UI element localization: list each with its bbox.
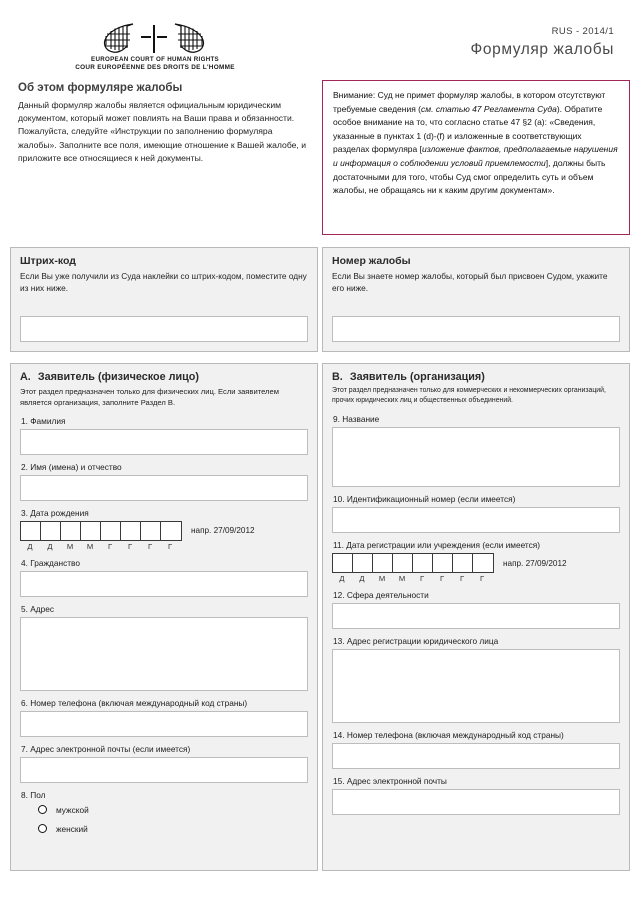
warning-part-1: Внимание: Суд не примет формуляр жалобы, в котором отсутствуют требуемые сведения ( <box>333 90 606 114</box>
intro-text: Данный формуляр жалобы является официальным юридическим документом, который может повлиять на Ваши права и обязанности. Пожалуйста, следуйте «Инструкции по заполнению формуляра жалобы». Заполните все поля, имеющие отношение к Вашей жалобе, и приложите все относящиеся к ней документы. <box>18 100 307 163</box>
field-group-birth-date <box>20 508 308 551</box>
section-b-title: Заявитель (организация) <box>349 370 485 383</box>
input-email[interactable] <box>20 757 308 783</box>
radio-circle-icon[interactable] <box>38 824 47 833</box>
label-registration-date: 11. Дата регистрации или учреждения (если имеется) <box>333 540 541 550</box>
field-group-org-name <box>332 414 620 487</box>
birth-date-row <box>20 521 308 541</box>
section-b-column <box>322 363 630 871</box>
echr-logo <box>40 20 270 72</box>
barcode-panel <box>10 247 318 352</box>
complaint-number-description: Если Вы знаете номер жалобы, который был присвоен Судом, укажите его ниже. <box>332 271 608 294</box>
input-org-email[interactable] <box>332 789 620 815</box>
label-phone: 6. Номер телефона (включая международный код страны) <box>21 697 248 708</box>
birth-date-hint: напр. 27/09/2012 <box>191 526 255 536</box>
registration-date-boxes[interactable] <box>332 553 494 573</box>
date-cell[interactable] <box>353 554 373 572</box>
date-legend-char: Д <box>359 574 365 583</box>
label-nationality: 4. Гражданство <box>21 557 80 568</box>
date-cell[interactable] <box>61 522 81 540</box>
radio-option-male[interactable] <box>38 805 308 815</box>
date-cell[interactable] <box>141 522 161 540</box>
date-legend-char: Д <box>339 574 345 583</box>
label-org-name: 9. Название <box>333 414 380 424</box>
label-org-address: 13. Адрес регистрации юридического лица <box>333 636 499 646</box>
date-cell[interactable] <box>101 522 121 540</box>
date-cell[interactable] <box>413 554 433 572</box>
date-legend-char: М <box>86 541 94 551</box>
field-group-registration-date <box>332 540 620 583</box>
section-a-letter: A. <box>20 370 31 383</box>
registration-date-row <box>332 553 620 573</box>
label-org-email: 15. Адрес электронной почты <box>333 776 447 786</box>
section-a-column <box>10 363 318 871</box>
label-given-names: 2. Имя (имена) и отчество <box>21 461 122 472</box>
field-group-email <box>20 744 308 783</box>
header-right-block <box>471 18 626 59</box>
intro-heading: Об этом формуляре жалобы <box>18 82 183 94</box>
code-row <box>0 247 640 352</box>
input-surname[interactable] <box>20 429 308 455</box>
label-email: 7. Адрес электронной почты (если имеется) <box>21 743 191 754</box>
intro-row <box>0 80 640 235</box>
date-legend-char: М <box>378 574 386 583</box>
birth-date-legend <box>20 542 308 551</box>
section-b-letter: B. <box>332 370 343 383</box>
date-legend-char: Г <box>167 541 173 551</box>
date-legend-char: Г <box>459 574 465 583</box>
date-legend-char: Г <box>107 541 113 551</box>
input-org-address[interactable] <box>332 649 620 723</box>
barcode-input[interactable] <box>20 316 308 342</box>
radio-option-female[interactable] <box>38 824 308 834</box>
section-a-heading <box>20 371 308 383</box>
date-legend-char: Г <box>147 541 153 551</box>
label-address: 5. Адрес <box>21 603 54 614</box>
radio-label-female: женский <box>56 823 88 834</box>
date-legend-char: М <box>66 541 74 551</box>
input-activity-field[interactable] <box>332 603 620 629</box>
barcode-column <box>10 247 318 352</box>
section-b-description: Этот раздел предназначен только для коммерческих и некоммерческих организаций, прочих юридических лиц и общественных объединений. <box>332 386 606 405</box>
date-cell[interactable] <box>473 554 493 572</box>
label-surname: 1. Фамилия <box>21 415 66 426</box>
label-org-phone: 14. Номер телефона (включая международный код страны) <box>333 730 564 740</box>
page-header <box>0 0 640 78</box>
label-gender: 8. Пол <box>21 789 46 800</box>
date-cell[interactable] <box>373 554 393 572</box>
radio-circle-icon[interactable] <box>38 805 47 814</box>
label-activity-field: 12. Сфера деятельности <box>333 590 429 600</box>
field-group-org-email <box>332 776 620 815</box>
date-legend-char: Г <box>127 541 133 551</box>
input-org-phone[interactable] <box>332 743 620 769</box>
label-org-id: 10. Идентификационный номер (если имеется) <box>333 494 516 504</box>
complaint-number-column <box>322 247 630 352</box>
logo-text-english: EUROPEAN COURT OF HUMAN RIGHTS <box>91 56 219 63</box>
gender-radio-group <box>38 805 308 834</box>
warning-part-3: ], должны быть достаточными для того, чтобы Суд смог определить суть и объем жалобы, не обращаясь ни к каким другим документам». <box>333 157 606 196</box>
date-cell[interactable] <box>81 522 101 540</box>
date-cell[interactable] <box>393 554 413 572</box>
date-legend-char: Д <box>47 541 53 551</box>
field-group-org-phone <box>332 730 620 769</box>
echr-emblem-icon <box>75 20 235 56</box>
input-nationality[interactable] <box>20 571 308 597</box>
sections-row <box>0 363 640 871</box>
date-legend-char: Г <box>479 574 485 583</box>
date-cell[interactable] <box>161 522 181 540</box>
complaint-number-title: Номер жалобы <box>332 255 411 267</box>
field-group-gender <box>20 790 308 834</box>
date-legend-char: Г <box>419 574 425 583</box>
intro-block <box>10 80 318 235</box>
field-group-org-id <box>332 494 620 533</box>
date-cell[interactable] <box>121 522 141 540</box>
input-org-name[interactable] <box>332 427 620 487</box>
field-group-activity-field <box>332 590 620 629</box>
warning-column <box>322 80 630 235</box>
input-phone[interactable] <box>20 711 308 737</box>
field-group-org-address <box>332 636 620 723</box>
page-title: Формуляр жалобы <box>470 41 614 58</box>
input-address[interactable] <box>20 617 308 691</box>
warning-text <box>333 89 619 198</box>
date-legend-char: М <box>398 574 406 583</box>
complaint-number-input[interactable] <box>332 316 620 342</box>
registration-date-hint: напр. 27/09/2012 <box>503 558 567 568</box>
date-cell[interactable] <box>41 522 61 540</box>
date-cell[interactable] <box>453 554 473 572</box>
section-b-heading <box>332 371 620 383</box>
date-legend-char: Д <box>27 541 33 551</box>
registration-date-legend <box>332 574 620 583</box>
section-b-panel <box>322 363 630 871</box>
barcode-title: Штрих-код <box>20 255 76 267</box>
field-group-phone <box>20 698 308 737</box>
date-cell[interactable] <box>433 554 453 572</box>
birth-date-boxes[interactable] <box>20 521 182 541</box>
field-group-address <box>20 604 308 691</box>
field-group-surname <box>20 416 308 455</box>
warning-italic-2: изложение фактов, предполагаемые нарушения и информация о соблюдении условий приемлемости <box>333 144 618 168</box>
date-cell[interactable] <box>333 554 353 572</box>
section-a-title: Заявитель (физическое лицо) <box>37 370 199 383</box>
radio-label-male: мужской <box>56 804 89 815</box>
field-group-nationality <box>20 558 308 597</box>
input-given-names[interactable] <box>20 475 308 501</box>
warning-part-2: ). Обратите особое внимание на то, что согласно статье 47 §2 (a): «Сведения, указанные в пунктах 1 (d)-(f) и изложенные в соответствующих разделах формуляра [ <box>333 103 603 155</box>
field-group-given-names <box>20 462 308 501</box>
complaint-number-panel <box>322 247 630 352</box>
label-birth-date: 3. Дата рождения <box>21 507 89 518</box>
section-a-description: Этот раздел предназначен только для физических лиц. Если заявителем является организация, заполните Раздел B. <box>20 386 279 408</box>
form-code: RUS - 2014/1 <box>551 26 614 37</box>
warning-box <box>322 80 630 235</box>
warning-italic-1: см. статью 47 Регламента Суда <box>421 103 557 114</box>
logo-text-french: COUR EUROPÉENNE DES DROITS DE L'HOMME <box>75 64 235 71</box>
barcode-description: Если Вы уже получили из Суда наклейки со штрих-кодом, поместите одну из них ниже. <box>20 271 307 294</box>
section-a-panel <box>10 363 318 871</box>
date-cell[interactable] <box>21 522 41 540</box>
input-org-id[interactable] <box>332 507 620 533</box>
date-legend-char: Г <box>439 574 445 583</box>
